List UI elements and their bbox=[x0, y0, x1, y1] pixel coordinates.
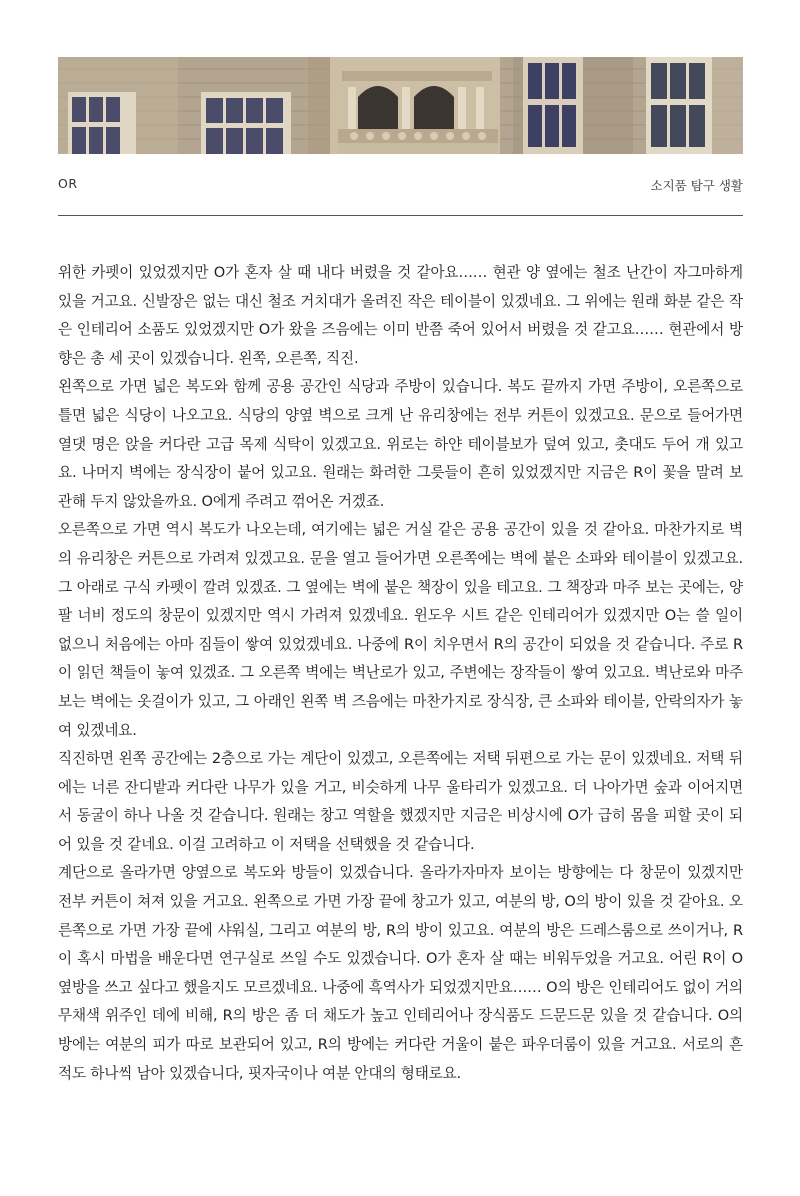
article-paragraph: 계단으로 올라가면 양옆으로 복도와 방들이 있겠습니다. 올라가자마자 보이는 방향에는 다 창문이 있겠지만 전부 커튼이 쳐져 있을 거고요. 왼쪽으로 가면 가장 끝에 창고가 있고, 여분의 방, O의 방이 있을 것 같아요. 오른쪽으로 가면 가장 끝에 샤워실, 그리고 여분의 방, R의 방이 있고요. 여분의 방은 드레스룸으로 쓰이거나, R이 혹시 마법을 배운다면 연구실로 쓰일 수도 있겠습니다. O가 혼자 살 때는 비워두었을 거고요. 어린 R이 O 옆방을 쓰고 싶다고 했을지도 모르겠네요. 나중에 흑역사가 되었겠지만요…… O의 방은 인테리어도 없이 거의 무채색 위주인 데에 비해, R의 방은 좀 더 채도가 높고 인테리어나 장식품도 드문드문 있을 것 같습니다. O의 방에는 여분의 피가 따로 보관되어 있고, R의 방에는 커다란 거울이 붙은 파우더룸이 있을 거고요. 서로의 흔적도 하나씩 남아 있겠습니다, 핏자국이나 여분 안대의 형태로요. bbox=[58, 864, 743, 1082]
window-left-1 bbox=[68, 92, 136, 154]
page-header bbox=[58, 176, 743, 196]
header-banner-image bbox=[58, 57, 743, 154]
article-paragraph: 왼쪽으로 가면 넓은 복도와 함께 공용 공간인 식당과 주방이 있습니다. 복도 끝까지 가면 주방이, 오른쪽으로 틀면 넓은 식당이 나오고요. 식당의 양옆 벽으로 크게 난 유리창에는 전부 커튼이 있겠고요. 문으로 들어가면 열댓 명은 앉을 커다란 고급 목제 식탁이 있겠고요. 위로는 하얀 테이블보가 덮여 있고, 촛대도 두어 개 있고요. 나머지 벽에는 장식장이 붙어 있고요. 원래는 화려한 그릇들이 흔히 있었겠지만 지금은 R이 꽃을 말려 보관해 두지 않았을까요. O에게 주려고 꺾어온 거겠죠. bbox=[58, 378, 743, 510]
article-paragraph: 직진하면 왼쪽 공간에는 2층으로 가는 계단이 있겠고, 오른쪽에는 저택 뒤편으로 가는 문이 있겠네요. 저택 뒤에는 너른 잔디밭과 커다란 나무가 있을 거고, 비슷하게 나무 울타리가 있겠고요. 더 나아가면 숲과 이어지면서 동굴이 하나 나올 것 같습니다. 원래는 창고 역할을 했겠지만 지금은 비상시에 O가 급히 몸을 피할 곳이 되어 있을 것 같네요. 이걸 고려하고 이 저택을 선택했을 것 같습니다. bbox=[58, 750, 743, 853]
header-left-label: OR bbox=[58, 176, 78, 191]
header-divider bbox=[58, 215, 743, 216]
article-paragraph: 위한 카펫이 있었겠지만 O가 혼자 살 때 내다 버렸을 것 같아요…… 현관 양 옆에는 철조 난간이 자그마하게 있을 거고요. 신발장은 없는 대신 철조 거치대가 올려진 작은 테이블이 있겠네요. 그 위에는 원래 화분 같은 작은 인테리어 소품도 있었겠지만 O가 왔을 즈음에는 이미 반쯤 죽어 있어서 버렸을 것 같고요…… 현관에서 방향은 총 세 곳이 있겠습니다. 왼쪽, 오른쪽, 직진. bbox=[58, 264, 743, 367]
article-body bbox=[58, 259, 743, 1088]
header-right-title: 소지품 탐구 생활 bbox=[650, 178, 743, 193]
article-paragraph: 오른쪽으로 가면 역시 복도가 나오는데, 여기에는 넓은 거실 같은 공용 공간이 있을 것 같아요. 마찬가지로 벽의 유리창은 커튼으로 가려져 있겠고요. 문을 열고 들어가면 오른쪽에는 벽에 붙은 소파와 테이블이 있겠고요. 그 아래로 구식 카펫이 깔려 있겠죠. 그 옆에는 벽에 붙은 책장이 있을 테고요. 그 책장과 마주 보는 곳에는, 양팔 너비 정도의 창문이 있겠지만 역시 가려져 있겠네요. 윈도우 시트 같은 인테리어가 있겠지만 O는 쓸 일이 없으니 처음에는 아마 짐들이 쌓여 있었겠네요. 나중에 R이 치우면서 R의 공간이 되었을 것 같습니다. 주로 R이 읽던 책들이 놓여 있겠죠. 그 오른쪽 벽에는 벽난로가 있고, 주변에는 장작들이 쌓여 있고요. 벽난로와 마주 보는 벽에는 옷걸이가 있고, 그 아래인 왼쪽 벽 즈음에는 마찬가지로 장식장, 큰 소파와 테이블, 안락의자가 놓여 있겠네요. bbox=[58, 521, 743, 739]
